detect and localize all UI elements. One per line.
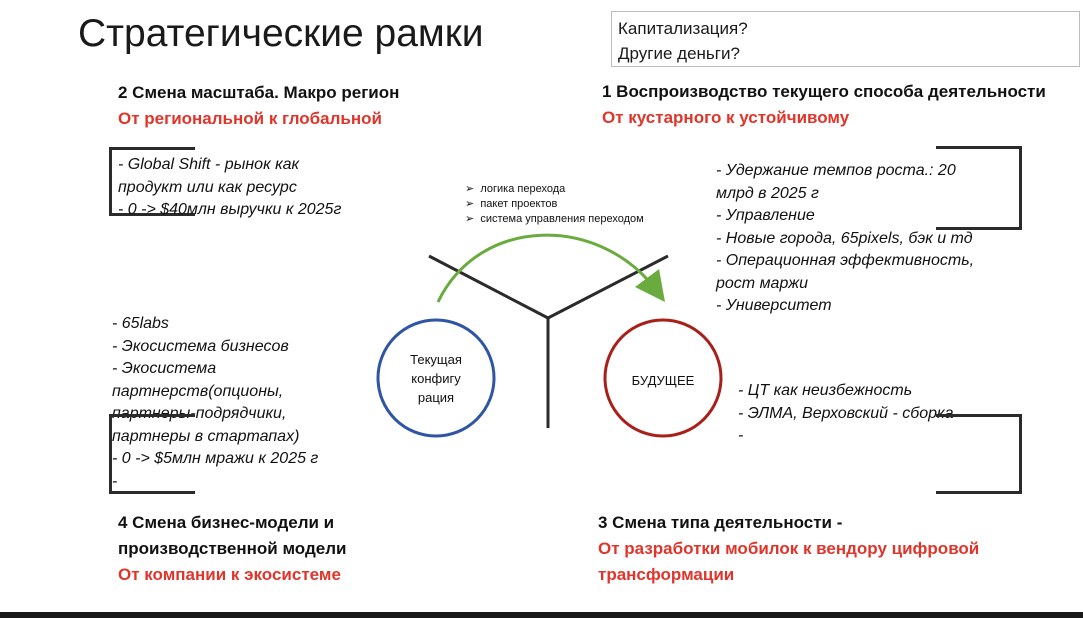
list-item: -	[112, 472, 118, 490]
list-item: - Университет	[716, 297, 832, 314]
note-line: Другие деньги?	[618, 44, 740, 63]
list-item: партнеры в стартапах)	[112, 427, 300, 445]
current-config-label: Текущая конфигу рация	[410, 352, 462, 405]
q4-heading-line1: 4 Смена бизнес-модели и	[118, 513, 335, 532]
q3-list	[738, 380, 954, 448]
list-item: - 0 -> $40млн выручки к 2025г	[118, 201, 342, 218]
list-item: - Экосистема	[112, 360, 217, 377]
bottom-divider	[0, 612, 1083, 618]
list-item: продукт или как ресурс	[118, 178, 297, 196]
q3-heading: 3 Смена типа деятельности -	[598, 513, 843, 532]
transition-arrow	[438, 235, 656, 302]
list-item: - Операционная эффективность,	[716, 252, 975, 269]
list-item: рост маржи	[716, 274, 809, 292]
bracket-bottom-right	[936, 414, 1022, 494]
list-item: - Global Shift - рынок как	[118, 156, 300, 173]
list-item: -	[738, 427, 744, 444]
q3-subtitle-line2: трансформации	[598, 565, 735, 584]
q3-subtitle-line1: От разработки мобилок к вендору цифровой	[598, 539, 980, 558]
arrow-bullet-icon: ➢	[465, 198, 475, 210]
q1-subtitle: От кустарного к устойчивому	[602, 108, 850, 127]
bracket-bottom-left	[109, 414, 195, 494]
list-item: - Новые города, 65pixels, бэк и тд	[716, 229, 973, 247]
q4-subtitle: От компании к экосистеме	[118, 565, 341, 584]
legend-item: ➢ логика перехода	[465, 183, 566, 195]
q2-heading: 2 Смена масштаба. Макро регион	[118, 83, 400, 102]
list-item: партнерств(опционы,	[112, 382, 284, 400]
arrow-bullet-icon: ➢	[465, 183, 475, 195]
y-line-right	[548, 256, 668, 318]
list-item: - ЦТ как неизбежность	[738, 382, 913, 399]
legend-item: ➢ система управления переходом	[465, 213, 644, 225]
list-item: - Управление	[716, 207, 815, 224]
arrow-bullet-icon: ➢	[465, 213, 475, 225]
legend-item: ➢ пакет проектов	[465, 198, 558, 210]
q4-heading-line2: производственной модели	[118, 539, 347, 558]
list-item: - 65labs	[112, 315, 169, 332]
future-label: БУДУЩЕЕ	[631, 373, 695, 388]
list-item: - Экосистема бизнесов	[112, 337, 289, 355]
list-item: - 0 -> $5млн мражи к 2025 г	[112, 450, 319, 467]
q2-subtitle: От региональной к глобальной	[118, 109, 382, 128]
note-line: Капитализация?	[618, 19, 748, 38]
page-title: Стратегические рамки	[78, 12, 484, 55]
list-item: - ЭЛМА, Верховский - сборка	[738, 404, 954, 422]
q1-heading: 1 Воспроизводство текущего способа деятельности	[602, 82, 1046, 101]
list-item: млрд в 2025 г	[716, 184, 819, 202]
list-item: партнеры-подрядчики,	[112, 405, 287, 422]
list-item: - Удержание темпов роста.: 20	[716, 162, 956, 179]
